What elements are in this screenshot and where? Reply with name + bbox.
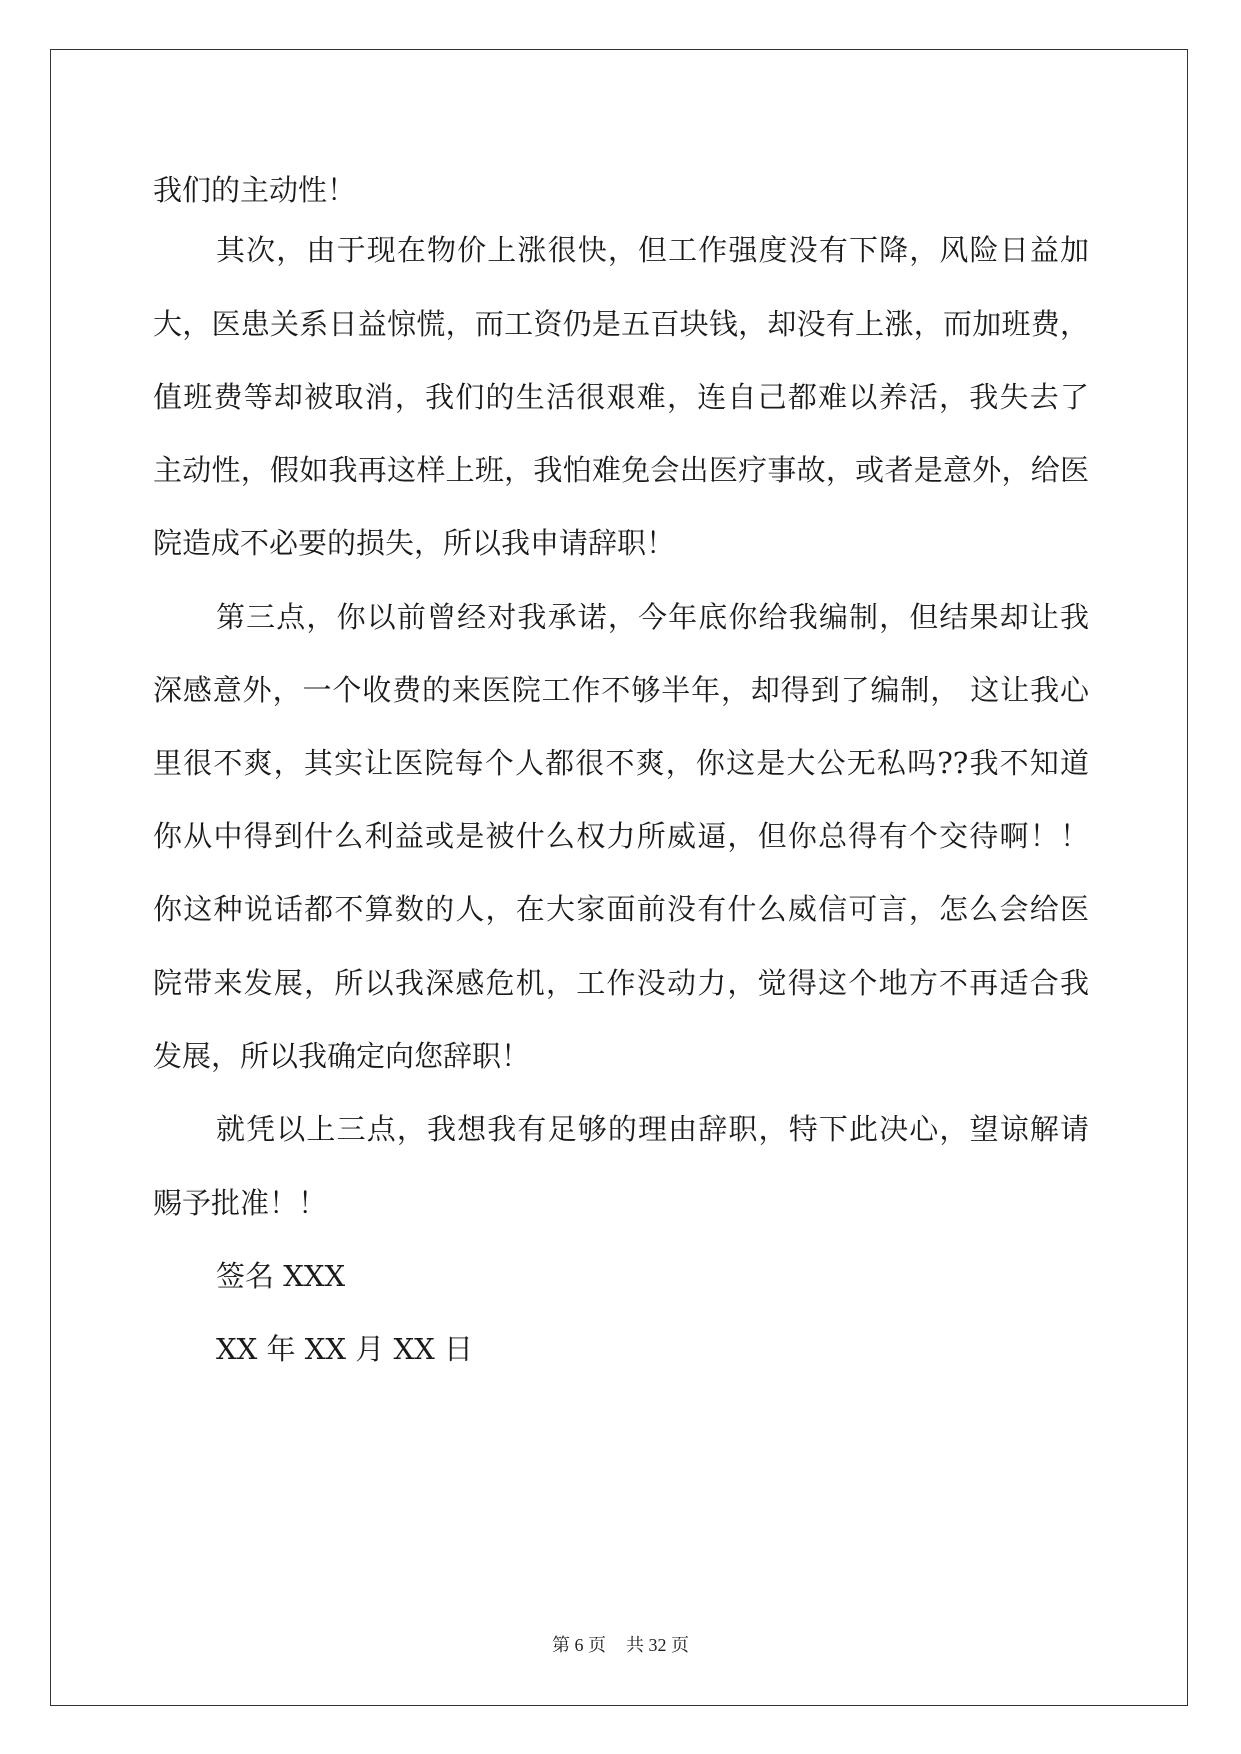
text-line: 里很不爽，其实让医院每个人都很不爽，你这是大公无私吗??我不知道 — [153, 746, 1089, 780]
text-line: 主动性，假如我再这样上班，我怕难免会出医疗事故，或者是意外，给医 — [153, 453, 1089, 487]
text-line: 院带来发展，所以我深感危机，工作没动力，觉得这个地方不再适合我 — [153, 966, 1089, 1000]
signature-line: 签名 XXX — [216, 1259, 346, 1293]
text-line: 你从中得到什么利益或是被什么权力所威逼，但你总得有个交待啊！！ — [153, 819, 1089, 853]
page-total: 共 32 页 — [626, 1635, 689, 1655]
page-footer — [0, 1634, 1241, 1656]
date-line: XX 年 XX 月 XX 日 — [216, 1332, 473, 1366]
page-number: 第 6 页 — [552, 1635, 606, 1655]
text-line: 我们的主动性！ — [153, 173, 357, 207]
text-line: 第三点，你以前曾经对我承诺，今年底你给我编制，但结果却让我 — [216, 600, 1089, 634]
text-line: 值班费等却被取消，我们的生活很艰难，连自己都难以养活，我失去了 — [153, 380, 1089, 414]
text-line: 院造成不必要的损失，所以我申请辞职！ — [153, 526, 676, 560]
text-line: 就凭以上三点，我想我有足够的理由辞职，特下此决心，望谅解请 — [216, 1112, 1089, 1146]
text-line: 赐予批准！！ — [153, 1186, 328, 1220]
text-line: 你这种说话都不算数的人，在大家面前没有什么威信可言，怎么会给医 — [153, 892, 1089, 926]
text-line: 发展，所以我确定向您辞职！ — [153, 1039, 531, 1073]
page-border — [50, 49, 1188, 1706]
text-line: 大，医患关系日益惊慌，而工资仍是五百块钱，却没有上涨，而加班费， — [153, 307, 1089, 341]
text-line: 深感意外，一个收费的来医院工作不够半年，却得到了编制， 这让我心 — [153, 673, 1089, 707]
text-line: 其次，由于现在物价上涨很快，但工作强度没有下降，风险日益加 — [216, 233, 1089, 267]
